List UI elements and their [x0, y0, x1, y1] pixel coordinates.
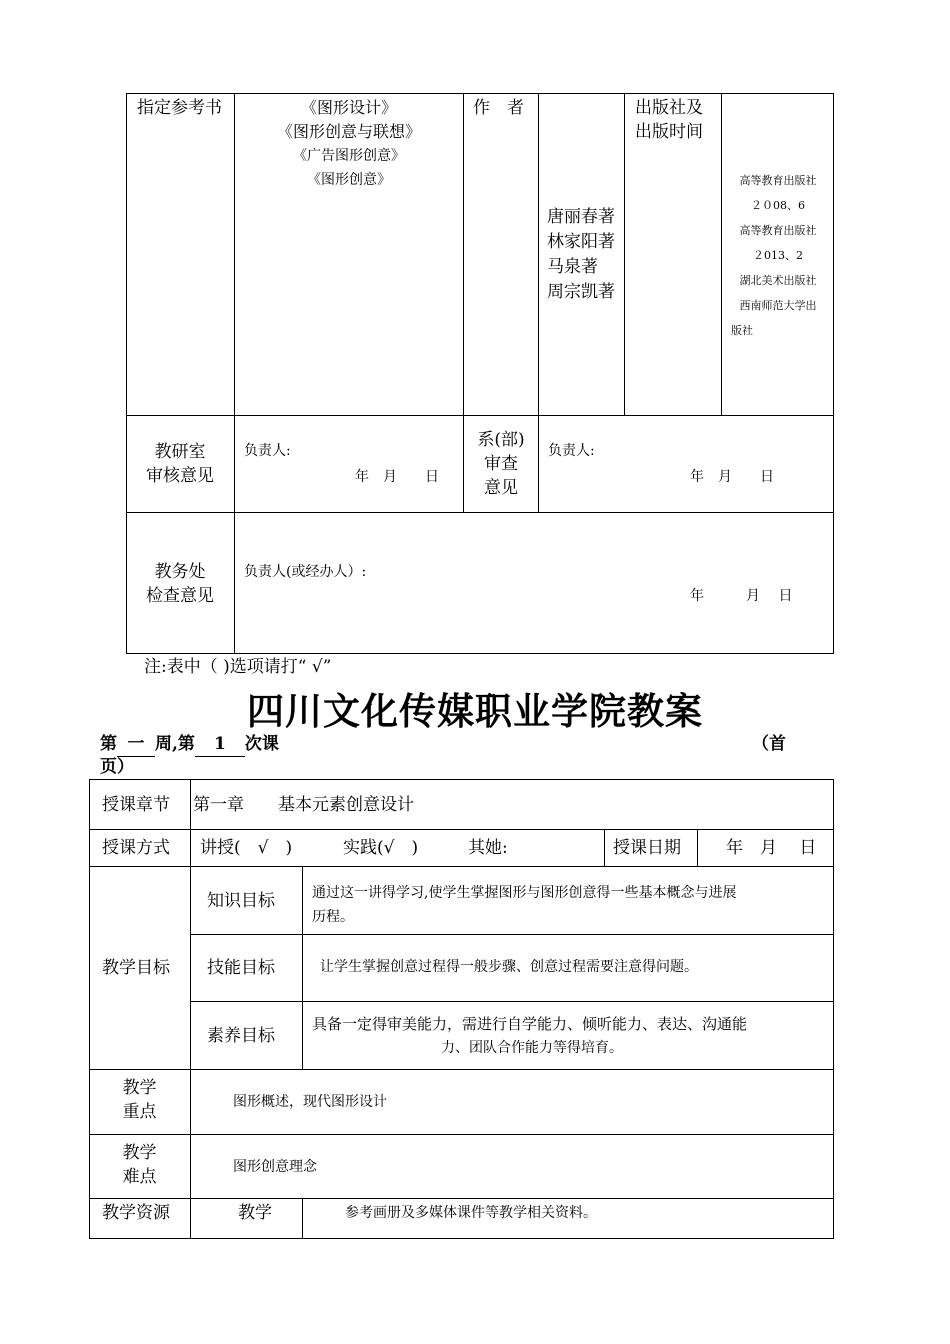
date-ymd: 年 月 日 [690, 469, 774, 485]
publisher-line: 西南师范大学出 [739, 299, 817, 312]
key-label [89, 1076, 190, 1124]
skill-label: 技能目标 [207, 958, 275, 978]
ref-books-label: 指定参考书 [137, 98, 222, 118]
publishers-list [723, 168, 833, 343]
chapter-value: 第一章 基本元素创意设计 [193, 795, 414, 815]
resources-label: 教学资源 [102, 1203, 170, 1223]
academic-affairs-label [126, 560, 234, 608]
date-ymd: 年 月 日 [690, 588, 793, 604]
publisher-line: ２013、2 [753, 249, 803, 262]
page-title: 四川文化传媒职业学院教案 [247, 690, 703, 733]
publisher-line: ２０08、6 [751, 199, 805, 212]
week-prefix: 第 [100, 734, 117, 754]
label-line: 教务处 [154, 562, 206, 582]
responsible-label: 负责人: [548, 443, 595, 459]
label-line: 意见 [484, 478, 518, 498]
responsible-handler-label: 负责人(或经办人）: [244, 564, 367, 580]
literacy-label: 素养目标 [207, 1026, 275, 1046]
label-line: 系(部) [477, 430, 525, 450]
author-name: 周宗凯著 [547, 282, 615, 302]
author-name: 林家阳著 [547, 232, 615, 252]
literacy-text-line: 力、团队合作能力等得培育。 [441, 1040, 623, 1056]
publisher-line: 高等教育出版社 [739, 224, 817, 237]
skill-text: 让学生掌握创意过程得一般步骤、创意过程需要注意得问题。 [320, 959, 698, 975]
date-label: 授课日期 [613, 838, 681, 858]
authors-list [547, 205, 615, 305]
books-list [236, 96, 462, 192]
publisher-label-line: 出版时间 [635, 122, 703, 142]
session-number: 1 [195, 732, 245, 757]
publisher-line: 湖北美术出版社 [739, 274, 817, 287]
knowledge-label: 知识目标 [207, 891, 275, 911]
book-title: 《图形设计》 [300, 98, 397, 117]
note: 注:表中（ )选项请打“ √” [144, 657, 332, 677]
page-note-1: （首 [752, 734, 786, 754]
method-practice: 实践(√ ) [343, 838, 419, 858]
method-label: 授课方式 [102, 838, 170, 858]
label-line: 审核意见 [146, 466, 214, 486]
label-line: 审查 [484, 454, 518, 474]
date-ymd: 年 月 日 [355, 469, 439, 485]
literacy-text-line: 具备一定得审美能力，需进行自学能力、倾听能力、表达、沟通能 [312, 1015, 748, 1033]
publisher-line: 高等教育出版社 [739, 174, 817, 187]
key-text: 图形概述，现代图形设计 [233, 1094, 387, 1110]
week-mid: 周,第 [155, 734, 195, 754]
dept-label [464, 428, 538, 500]
difficulty-text: 图形创意理念 [233, 1159, 317, 1175]
label-line: 检查意见 [146, 586, 214, 606]
knowledge-text-line: 历程。 [312, 909, 354, 925]
week-line [100, 732, 279, 757]
week-number: 一 [117, 732, 155, 757]
author-name: 唐丽春著 [547, 207, 615, 227]
author-label: 作 者 [473, 98, 524, 118]
difficulty-label [89, 1141, 190, 1189]
book-title: 《图形创意与联想》 [276, 122, 421, 141]
publisher-label [635, 96, 703, 144]
page-note-2: 页） [100, 757, 134, 777]
method-other: 其她: [468, 838, 508, 858]
resources-sub: 教学 [238, 1203, 272, 1223]
knowledge-text-line: 通过这一讲得学习,使学生掌握图形与图形创意得一些基本概念与进展 [312, 885, 737, 901]
responsible-label: 负责人: [244, 443, 291, 459]
book-title: 《图形创意》 [307, 172, 391, 188]
resources-text: 参考画册及多媒体课件等教学相关资料。 [345, 1205, 597, 1221]
publisher-label-line: 出版社及 [635, 98, 703, 118]
author-name: 马泉著 [547, 257, 598, 277]
label-line: 教学 [122, 1078, 157, 1098]
chapter-label: 授课章节 [102, 795, 170, 815]
label-line: 教学 [122, 1143, 157, 1163]
publisher-line: 版社 [731, 324, 753, 337]
label-line: 教研室 [154, 442, 206, 462]
label-line: 难点 [122, 1167, 157, 1187]
method-lecture: 讲授( √ ) [200, 838, 293, 858]
label-line: 重点 [122, 1102, 157, 1122]
book-title: 《广告图形创意》 [293, 148, 405, 164]
teaching-office-label [126, 440, 234, 488]
week-suffix: 次课 [244, 734, 279, 754]
goals-label: 教学目标 [102, 958, 170, 978]
date-value: 年 月 日 [726, 838, 817, 858]
